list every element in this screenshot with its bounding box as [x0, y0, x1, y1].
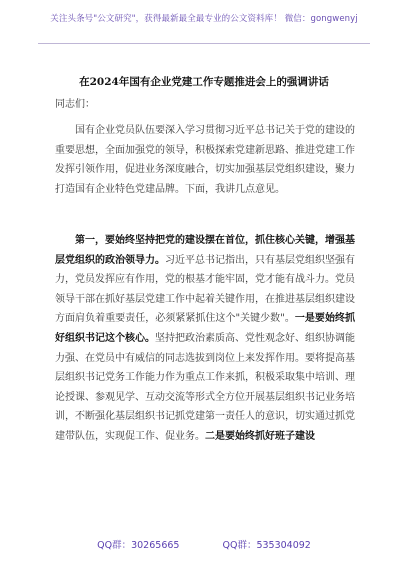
header-divider [38, 43, 370, 44]
footer-qq-right: QQ群：535304092 [222, 540, 311, 551]
footer-qq-left: QQ群：30265665 [97, 540, 180, 551]
section-one-paragraph [55, 231, 355, 447]
section-one-text-a: 习近平总书记指出，只有基层党组织坚强有力，党员发挥应有作用，党的根基才能牢固，党才能有战斗力。党员领导干部在抓好基层党建工作中起着关键作用，在推进基层组织建设方面肩负着重要责任，必须紧紧抓住这个"关键少数"。 [55, 254, 355, 325]
header-promo-text: 关注头条号"公文研究"，获得最新最全最专业的公文资料库！ 微信：gongwenyj [50, 14, 358, 24]
salutation: 同志们： [55, 99, 95, 110]
intro-paragraph: 国有企业党员队伍要深入学习贯彻习近平总书记关于党的建设的重要思想，全面加强党的领导，积极探索党建新思路、推进党建工作发挥引领作用，促进业务深度融合，切实加强基层党组织建设，聚力打造国有企业特色党建品牌。下面，我讲几点意见。 [55, 125, 355, 195]
section-one-heading: 第一，要始终坚持把党的建设摆在首位，抓住核心关键，增强基层党组织的政治领导力。 [55, 235, 355, 266]
footer [0, 537, 408, 551]
point-two-heading: 二是要始终抓好班子建设 [205, 430, 315, 442]
section-one-text-b: 坚持把政治素质高、党性观念好、组织协调能力强、在党员中有威信的同志选拔到岗位上来发挥作用。要将提高基层组织书记党务工作能力作为重点工作来抓，积极采取集中培训、理论授课、参观见学、互动交流等形式全方位开展基层组织书记业务培训，不断强化基层组织书记抓党建第一责任人的意识，切实通过抓党建带队伍，实现促工作、促业务。 [55, 332, 355, 442]
point-one-heading: 一是要始终抓好组织书记这个核心。 [55, 313, 356, 344]
document-title: 在2024年国有企业党建工作专题推进会上的强调讲话 [79, 76, 329, 88]
